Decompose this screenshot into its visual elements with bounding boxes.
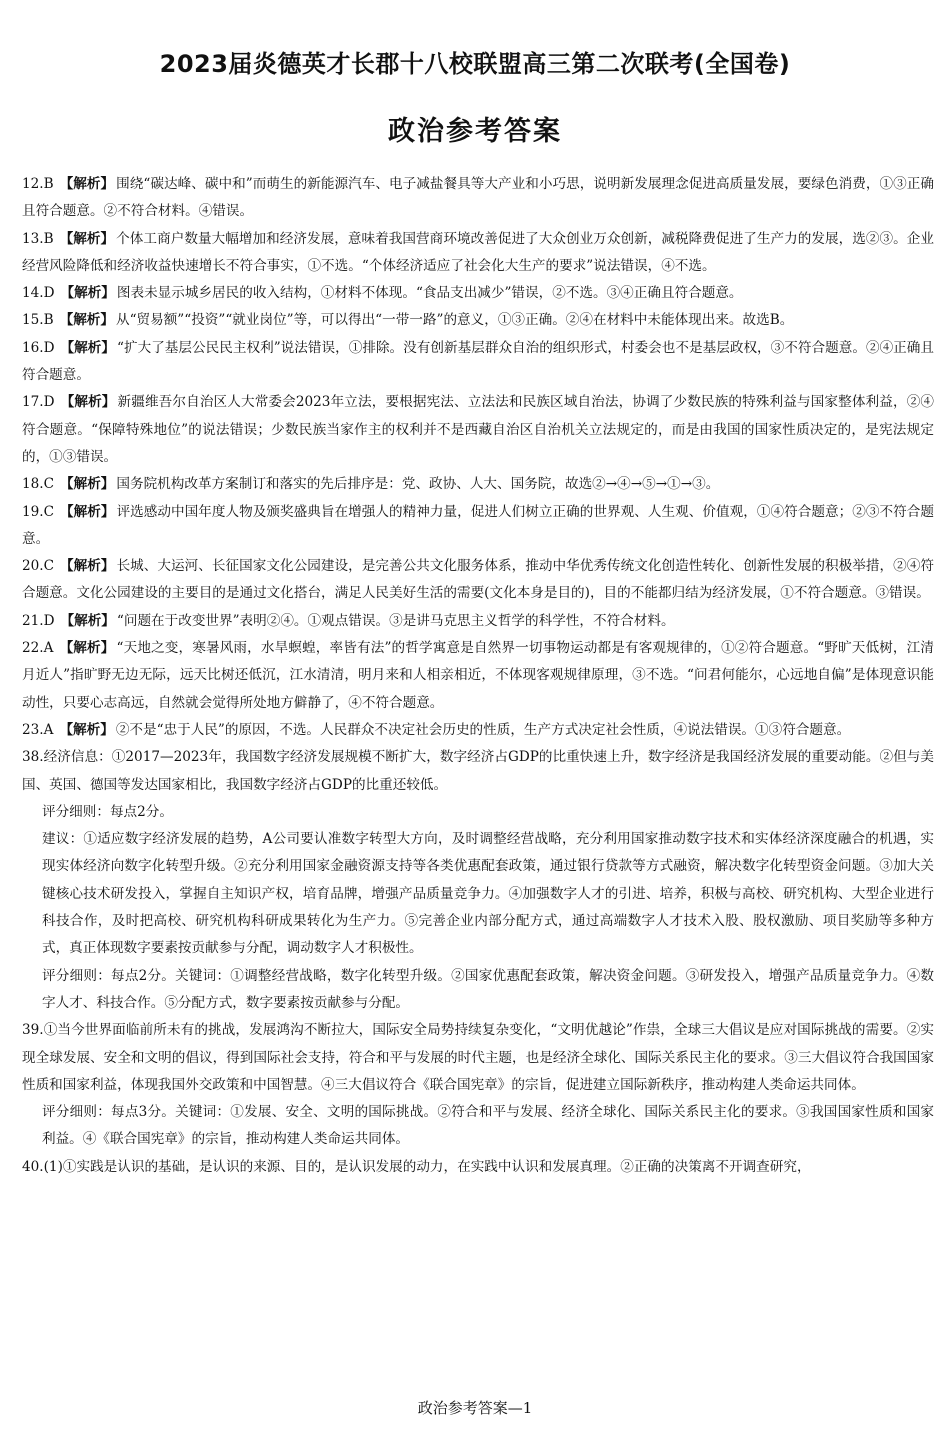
answer-number: 22.A: [22, 640, 54, 657]
answer-text: “问题在于改变世界”表明②④。①观点错误。③是讲马克思主义哲学的科学性，不符合材料。: [116, 612, 675, 629]
answer-item-38-advice: 建议：①适应数字经济发展的趋势，A公司要认准数字转型大方向，及时调整经营战略，充分利用国家推动数字技术和实体经济深度融合的机遇，实现实体经济向数字化转型升级。②充分利用国家金融资源支持等各类优惠配套政策，通过银行贷款等方式融资，解决数字化转型资金问题。③加大关键核心技术研发投入，掌握自主知识产权，培育品牌，增强产品质量竞争力。④加强数字人才的引进、培养，积极与高校、研究机构、大型企业进行科技合作，及时把高校、研究机构科研成果转化为生产力。⑤完善企业内部分配方式，通过高端数字人才技术入股、股权激励、项目奖励等多种方式，真正体现数字要素按贡献参与分配，调动数字人才积极性。: [42, 831, 934, 957]
answer-item-21: [22, 608, 934, 635]
analysis-tag: 【解析】: [59, 640, 115, 657]
answer-content: [22, 171, 934, 1181]
answer-text: “扩大了基层公民民主权利”说法错误，①排除。没有创新基层群众自治的组织形式，村委会也不是基层政权，③不符合题意。②④正确且符合题意。: [22, 339, 934, 384]
answer-number: 38.: [22, 749, 44, 766]
answer-number: 18.C: [22, 476, 55, 493]
answer-text: 图表未显示城乡居民的收入结构，①材料不体现。“食品支出减少”错误，②不选。③④正确且符合题意。: [116, 285, 743, 302]
answer-text: 围绕“碳达峰、碳中和”而萌生的新能源汽车、电子减盐餐具等大产业和小巧思，说明新发展理念促进高质量发展，要绿色消费，①③正确且符合题意。②不符合材料。④错误。: [22, 176, 935, 220]
answer-number: 16.D: [22, 339, 55, 356]
answer-item-13: [22, 226, 934, 281]
answer-text: ②不是“忠于人民”的原因，不选。人民群众不决定社会历史的性质，生产方式决定社会性质，④说法错误。①③符合题意。: [115, 721, 851, 738]
answer-item-40: [22, 1154, 934, 1181]
analysis-tag: 【解析】: [59, 312, 114, 329]
answer-item-19: [22, 499, 934, 554]
scoring-rule: 评分细则：每点3分。关键词：①发展、安全、文明的国际挑战。②符合和平与发展、经济全球化、国际关系民主化的要求。③我国国家性质和国家利益。④《联合国宪章》的宗旨，推动构建人类命运共同体。: [42, 1104, 934, 1148]
answer-number: 23.A: [22, 721, 54, 738]
answer-item-16: [22, 335, 934, 390]
scoring-rule: 评分细则：每点2分。: [42, 803, 173, 820]
analysis-tag: 【解析】: [59, 721, 114, 738]
answer-number: 15.B: [22, 312, 54, 329]
answer-item-38-info: [22, 744, 934, 799]
answer-number: 21.D: [22, 612, 55, 629]
answer-text: 评选感动中国年度人物及颁奖盛典旨在增强人的精神力量，促进人们树立正确的世界观、人生观、价值观，①④符合题意；②③不符合题意。: [22, 503, 934, 547]
answer-number: 14.D: [22, 285, 55, 302]
answer-item-14: [22, 280, 934, 307]
answer-number: 19.C: [22, 503, 55, 520]
answer-text: 从“贸易额”“投资”“就业岗位”等，可以得出“一带一路”的意义，①③正确。②④在材料中未能体现出来。故选B。: [115, 312, 794, 329]
analysis-tag: 【解析】: [60, 558, 115, 575]
answer-item-20: [22, 553, 934, 608]
analysis-tag: 【解析】: [60, 476, 115, 493]
answer-key-title: 政治参考答案: [388, 116, 562, 147]
answer-number: 40.: [22, 1158, 44, 1175]
answer-text: (1)①实践是认识的基础，是认识的来源、目的，是认识发展的动力，在实践中认识和发展真理。②正确的决策离不开调查研究，: [43, 1158, 811, 1175]
answer-item-12: [22, 171, 934, 226]
analysis-tag: 【解析】: [60, 285, 115, 302]
analysis-tag: 【解析】: [60, 503, 115, 520]
analysis-tag: 【解析】: [59, 176, 115, 192]
answer-number: 39.: [22, 1022, 44, 1039]
answer-text: 国务院机构改革方案制订和落实的先后排序是：党、政协、人大、国务院，故选②→④→⑤→①→③。: [116, 476, 720, 493]
answer-text: 个体工商户数量大幅增加和经济发展，意味着我国营商环境改善促进了大众创业万众创新，减税降费促进了生产力的发展，选②③。企业经营风险降低和经济收益快速增长不符合事实，①不选。“个体经济适应了社会化大生产的要求”说法错误，④不选。: [22, 230, 934, 274]
analysis-tag: 【解析】: [60, 339, 115, 356]
exam-title: 2023届炎德英才长郡十八校联盟高三第二次联考(全国卷): [159, 50, 791, 78]
answer-number: 13.B: [22, 230, 54, 247]
answer-item-39: [22, 1017, 934, 1099]
answer-number: 20.C: [22, 558, 55, 575]
answer-item-18: [22, 471, 934, 498]
scoring-rule: 评分细则：每点2分。关键词：①调整经营战略，数字化转型升级。②国家优惠配套政策，解决资金问题。③研发投入，增强产品质量竞争力。④数字人才、科技合作。⑤分配方式，数字要素按贡献参与分配。: [42, 967, 934, 1011]
answer-item-23: [22, 717, 934, 744]
answer-text: “天地之变，寒暑风雨，水旱螟蝗，率皆有法”的哲学寓意是自然界一切事物运动都是有客观规律的，①②符合题意。“野旷天低树，江清月近人”指旷野无边无际，远天比树还低沉，江水清清，明月来和人相亲相近，不体现客观规律原理，③不选。“问君何能尔，心远地自偏”是体现意识能动性，只要心志高远，自然就会觉得所处地方僻静了，④不符合题意。: [22, 640, 934, 711]
analysis-tag: 【解析】: [59, 230, 115, 247]
page-footer: 政治参考答案—1: [417, 1399, 533, 1417]
answer-item-22: [22, 635, 934, 717]
answer-item-15: [22, 307, 934, 334]
answer-text: 新疆维吾尔自治区人大常委会2023年立法，要根据宪法、立法法和民族区域自治法，协调了少数民族的特殊利益与国家整体利益，②④符合题意。“保障特殊地位”的说法错误；少数民族当家作主的权利并不是西藏自治区自治机关立法规定的，而是由我国的国家性质决定的，是宪法规定的，①③错误。: [22, 394, 935, 465]
answer-text: 长城、大运河、长征国家文化公园建设，是完善公共文化服务体系，推动中华优秀传统文化创造性转化、创新性发展的积极举措，②④符合题意。文化公园建设的主要目的是通过文化搭台，满足人民美好生活的需要(文化本身是目的)，目的不能都归结为经济发展，①不符合题意。③错误。: [22, 558, 934, 602]
answer-number: 12.B: [22, 176, 54, 192]
analysis-tag: 【解析】: [60, 612, 115, 629]
answer-text: 经济信息：①2017—2023年，我国数字经济发展规模不断扩大，数字经济占GDP的比重快速上升，数字经济是我国经济发展的重要动能。②但与美国、英国、德国等发达国家相比，我国数字经济占GDP的比重还较低。: [22, 749, 934, 793]
answer-number: 17.D: [22, 394, 55, 411]
answer-item-17: [22, 389, 934, 471]
answer-text: ①当今世界面临前所未有的挑战，发展鸿沟不断拉大，国际安全局势持续复杂变化，“文明优越论”作祟，全球三大倡议是应对国际挑战的需要。②实现全球发展、安全和文明的倡议，得到国际社会支持，符合和平与发展的时代主题，也是经济全球化、国际关系民主化的要求。③三大倡议符合我国国家性质和国家利益，体现我国外交政策和中国智慧。④三大倡议符合《联合国宪章》的宗旨，促进建立国际新秩序，推动构建人类命运共同体。: [22, 1022, 934, 1093]
analysis-tag: 【解析】: [60, 394, 116, 411]
